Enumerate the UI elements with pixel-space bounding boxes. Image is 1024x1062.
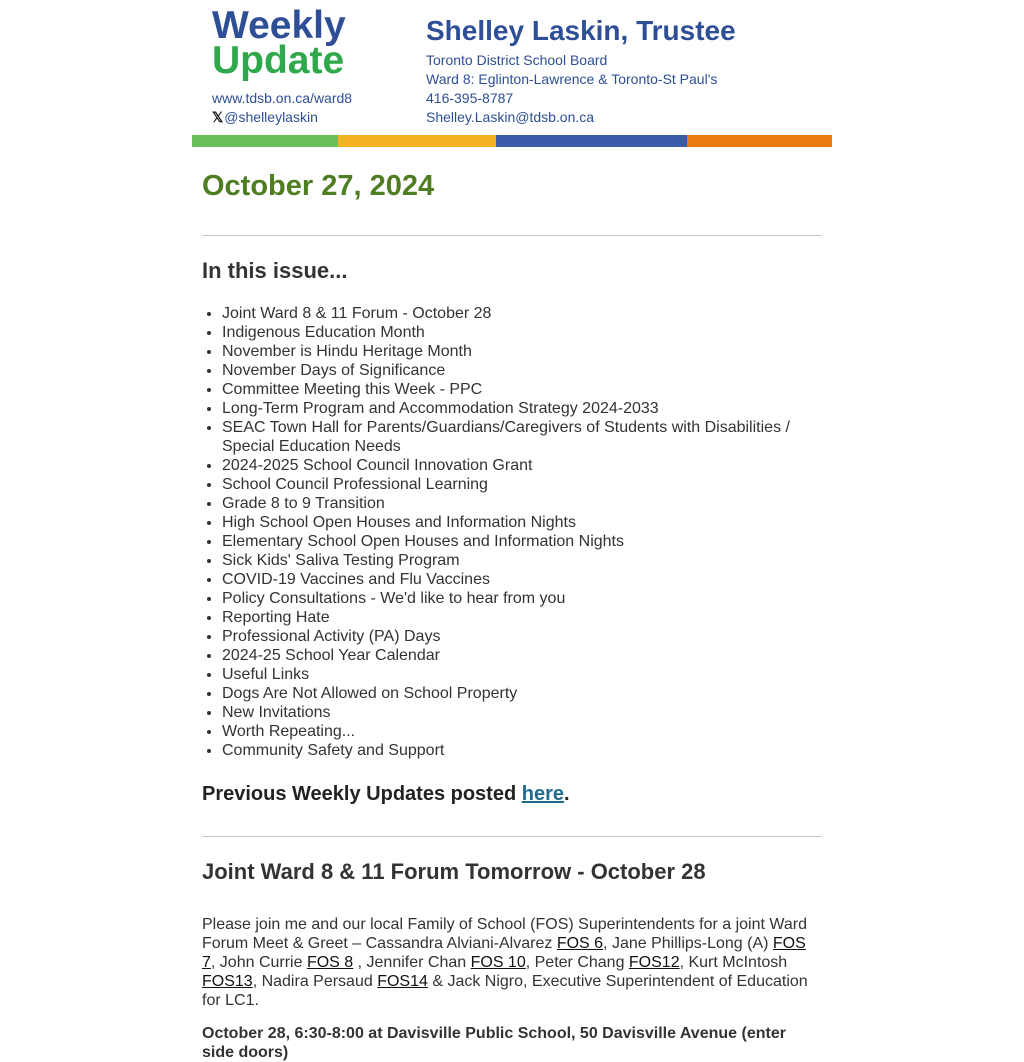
color-bar (192, 135, 832, 147)
forum-text: Please join me and our local Family of School (FOS) Superintendents for a joint Ward Forum Meet & Greet – Cassandra Alviani-Alvarez (202, 916, 808, 952)
issue-list-item: • Dogs Are Not Allowed on School Property (222, 684, 822, 703)
twitter-handle: @shelleylaskin (224, 109, 318, 125)
forum-text: , John Currie (210, 954, 307, 971)
forum-section-title: Joint Ward 8 & 11 Forum Tomorrow - October 28 (202, 859, 706, 884)
fos8-link[interactable]: FOS 8 (306, 954, 354, 971)
issue-list-item: • 2024-2025 School Council Innovation Grant (222, 456, 822, 475)
forum-text: , Jane Phillips-Long (A) (603, 935, 773, 952)
issue-list-item: • Worth Repeating... (222, 722, 822, 741)
fos10-link[interactable]: FOS 10 (470, 954, 526, 971)
divider (202, 836, 822, 837)
issue-list-item: • Joint Ward 8 & 11 Forum - October 28 (222, 304, 822, 323)
weekly-update-title (212, 4, 346, 82)
trustee-contact (426, 14, 736, 127)
issue-list-item: • High School Open Houses and Information Nights (222, 513, 822, 532)
twitter-link[interactable] (212, 108, 352, 127)
newsletter-header (192, 0, 832, 135)
previous-updates (202, 782, 822, 806)
newsletter-content (192, 169, 832, 1062)
issue-list-item: • Policy Consultations - We'd like to hear from you (222, 589, 822, 608)
forum-text: , Peter Chang (525, 954, 629, 971)
forum-text: , Nadira Persaud (252, 973, 378, 990)
issue-list-item: • Long-Term Program and Accommodation Strategy 2024-2033 (222, 399, 822, 418)
board-name: Toronto District School Board (426, 52, 608, 68)
fos7-link[interactable]: FOS 7 (202, 935, 806, 971)
forum-text: , Jennifer Chan (353, 954, 471, 971)
issue-list-item: • November Days of Significance (222, 361, 822, 380)
color-bar-green (192, 135, 338, 147)
email-link[interactable]: Shelley.Laskin@tdsb.on.ca (426, 109, 595, 125)
in-this-issue-heading: In this issue... (202, 258, 348, 283)
forum-text: , Kurt McIntosh (679, 954, 788, 971)
issue-list-item: • SEAC Town Hall for Parents/Guardians/Caregivers of Students with Disabilities / Special Education Needs (222, 418, 822, 456)
website-link[interactable]: www.tdsb.on.ca/ward8 (212, 90, 353, 106)
forum-paragraph (202, 915, 822, 1010)
issue-list-item: • Indigenous Education Month (222, 323, 822, 342)
previous-updates-text: Previous Weekly Updates posted (202, 783, 522, 805)
fos14-link[interactable]: FOS14 (377, 973, 428, 990)
issue-list-item: • 2024-25 School Year Calendar (222, 646, 822, 665)
previous-updates-link[interactable]: here (521, 783, 564, 805)
issue-list-item: • Reporting Hate (222, 608, 822, 627)
forum-details: October 28, 6:30-8:00 at Davisville Public School, 50 Davisville Avenue (enter side doors) (202, 1025, 786, 1061)
issue-list-item: • Sick Kids' Saliva Testing Program (222, 551, 822, 570)
phone-number: 416-395-8787 (426, 90, 514, 106)
color-bar-yellow (338, 135, 496, 147)
color-bar-blue (496, 135, 687, 147)
issue-list-item: • COVID-19 Vaccines and Flu Vaccines (222, 570, 822, 589)
divider (202, 235, 822, 236)
issue-list (202, 304, 822, 760)
brand-links (212, 89, 352, 127)
trustee-name: Shelley Laskin, Trustee (426, 15, 736, 46)
ward-name: Ward 8: Eglinton-Lawrence & Toronto-St Paul's (426, 71, 718, 87)
issue-list-item: • Grade 8 to 9 Transition (222, 494, 822, 513)
issue-list-item: • Professional Activity (PA) Days (222, 627, 822, 646)
issue-list-item: • Committee Meeting this Week - PPC (222, 380, 822, 399)
newsletter (192, 0, 832, 1062)
brand-line-update: Update (212, 39, 345, 82)
issue-list-item: • Useful Links (222, 665, 822, 684)
issue-list-item: • Community Safety and Support (222, 741, 822, 760)
forum-text: & Jack Nigro, Executive Superintendent of Education for LC1. (202, 973, 808, 1009)
previous-updates-period: . (564, 783, 570, 805)
fos12-link[interactable]: FOS12 (628, 954, 680, 971)
issue-list-item: • New Invitations (222, 703, 822, 722)
color-bar-orange (687, 135, 832, 147)
fos13-link[interactable]: FOS13 (202, 973, 253, 990)
issue-list-item: • School Council Professional Learning (222, 475, 822, 494)
fos6-link[interactable]: FOS 6 (556, 935, 604, 952)
issue-list-item: • Elementary School Open Houses and Information Nights (222, 532, 822, 551)
issue-date: October 27, 2024 (202, 170, 435, 202)
issue-list-item: • November is Hindu Heritage Month (222, 342, 822, 361)
brand-line-weekly: Weekly (212, 4, 346, 47)
x-logo-icon: 𝕏 (212, 109, 224, 125)
